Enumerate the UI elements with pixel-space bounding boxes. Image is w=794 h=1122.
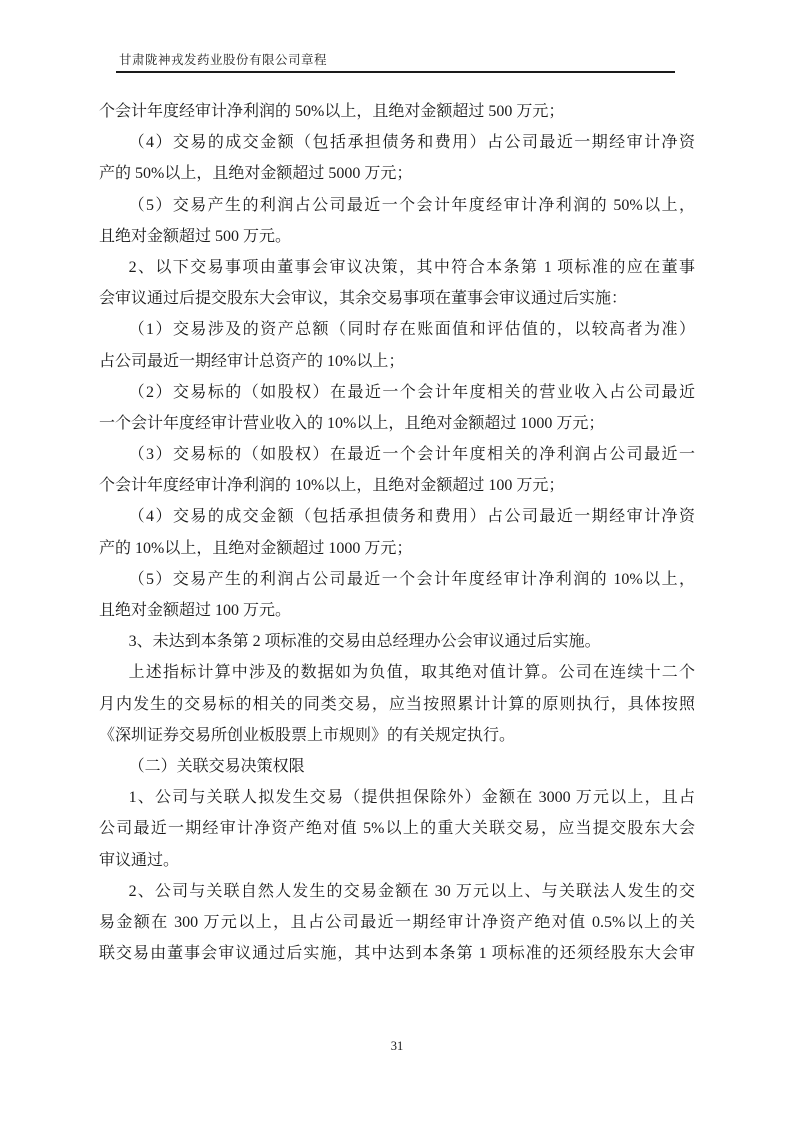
body-line: 且绝对金额超过 100 万元。 <box>99 602 292 619</box>
header-title: 甘肃陇神戎发药业股份有限公司章程 <box>119 53 328 67</box>
body-line: 产的 50%以上，且绝对金额超过 5000 万元； <box>99 165 413 183</box>
body-line: 3、未达到本条第 2 项标准的交易由总经理办公会审议通过后实施。 <box>128 633 601 651</box>
body-line: 公司最近一期经审计净资产绝对值 5%以上的重大关联交易，应当提交股东大会 <box>99 820 695 838</box>
body-line: （1）交易涉及的资产总额（同时存在账面值和评估值的，以较高者为准） <box>128 321 695 339</box>
body-line: （5）交易产生的利润占公司最近一个会计年度经审计净利润的 50%以上， <box>128 196 695 214</box>
body-line: 产的 10%以上，且绝对金额超过 1000 万元； <box>99 539 413 557</box>
body-line: 1、公司与关联人拟发生交易（提供担保除外）金额在 3000 万元以上，且占 <box>128 789 695 807</box>
body-line: 个会计年度经审计净利润的 10%以上，且绝对金额超过 100 万元； <box>99 477 565 495</box>
body-line: 《深圳证券交易所创业板股票上市规则》的有关规定执行。 <box>99 726 516 744</box>
body-line: （5）交易产生的利润占公司最近一个会计年度经审计净利润的 10%以上， <box>128 570 695 588</box>
document-body <box>99 96 695 969</box>
body-line: （4）交易的成交金额（包括承担债务和费用）占公司最近一期经审计净资 <box>128 134 695 152</box>
page-number: 31 <box>390 1039 404 1053</box>
body-line: 月内发生的交易标的相关的同类交易，应当按照累计计算的原则执行，具体按照 <box>99 695 695 713</box>
body-line: （3）交易标的（如股权）在最近一个会计年度相关的净利润占公司最近一 <box>128 446 695 464</box>
body-line: 易金额在 300 万元以上，且占公司最近一期经审计净资产绝对值 0.5%以上的关 <box>99 913 695 931</box>
body-line: 上述指标计算中涉及的数据如为负值，取其绝对值计算。公司在连续十二个 <box>128 664 695 682</box>
page-footer <box>0 1038 794 1054</box>
body-line: 且绝对金额超过 500 万元。 <box>99 227 292 245</box>
body-line: 审议通过。 <box>99 851 180 869</box>
body-line: 联交易由董事会审议通过后实施，其中达到本条第 1 项标准的还须经股东大会审 <box>99 945 695 963</box>
body-line: （二）关联交易决策权限 <box>128 757 305 775</box>
body-line: 2、以下交易事项由董事会审议决策，其中符合本条第 1 项标准的应在董事 <box>128 258 695 276</box>
body-line: 一个会计年度经审计营业收入的 10%以上，且绝对金额超过 1000 万元； <box>99 414 605 432</box>
body-line: （2）交易标的（如股权）在最近一个会计年度相关的营业收入占公司最近 <box>128 383 695 401</box>
header-rule-divider <box>116 71 675 73</box>
body-line: 个会计年度经审计净利润的 50%以上，且绝对金额超过 500 万元； <box>99 103 565 120</box>
body-line: 会审议通过后提交股东大会审议，其余交易事项在董事会审议通过后实施： <box>99 290 628 308</box>
body-line: 占公司最近一期经审计总资产的 10%以上； <box>99 352 405 370</box>
body-line: （4）交易的成交金额（包括承担债务和费用）占公司最近一期经审计净资 <box>128 508 695 526</box>
body-line: 2、公司与关联自然人发生的交易金额在 30 万元以上、与关联法人发生的交 <box>128 882 695 900</box>
